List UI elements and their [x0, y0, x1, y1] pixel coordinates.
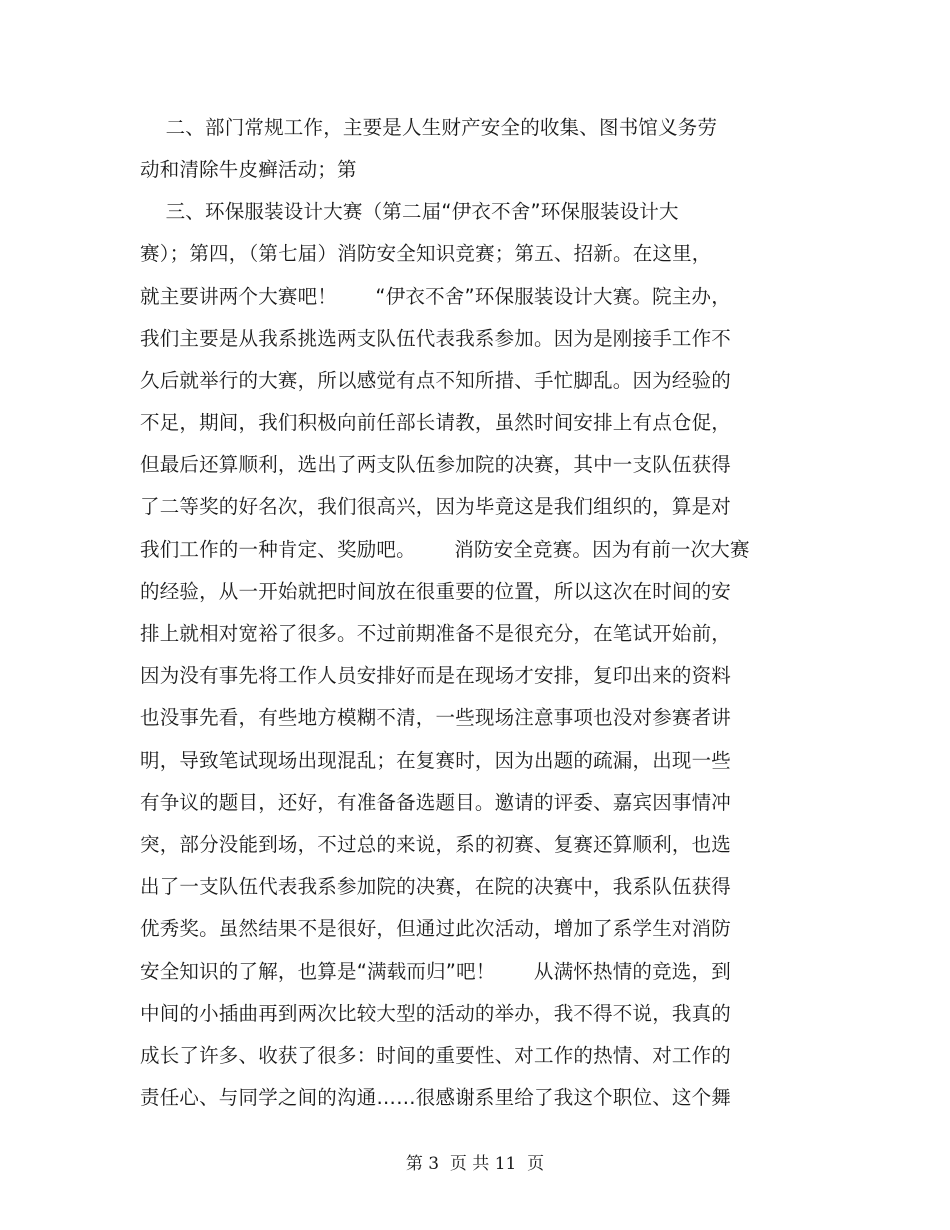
body-line: 二、部门常规工作，主要是人生财产安全的收集、图书馆义务劳 [140, 116, 718, 139]
body-line: 动和清除牛皮癣活动；第 [140, 158, 357, 181]
body-line: 成长了许多、收获了很多：时间的重要性、对工作的热情、对工作的 [140, 1044, 732, 1067]
body-line: 就主要讲两个大赛吧！ “伊衣不舍”环保服装设计大赛。院主办， [140, 285, 731, 308]
body-line: 我们主要是从我系挑选两支队伍代表我系参加。因为是刚接手工作不 [140, 327, 732, 350]
body-line: 也没事先看，有些地方模糊不清，一些现场注意事项也没对参赛者讲 [140, 706, 732, 729]
body-line: 久后就举行的大赛，所以感觉有点不知所措、手忙脚乱。因为经验的 [140, 369, 732, 392]
body-line: 安全知识的了解，也算是“满载而归”吧！ 从满怀热情的竞选，到 [140, 960, 731, 983]
body-line: 不足，期间，我们积极向前任部长请教，虽然时间安排上有点仓促， [140, 411, 732, 434]
body-line: 排上就相对宽裕了很多。不过前期准备不是很充分，在笔试开始前， [140, 622, 732, 645]
body-line: 中间的小插曲再到两次比较大型的活动的举办，我不得不说，我真的 [140, 1002, 732, 1025]
body-line: 了二等奖的好名次，我们很高兴，因为毕竟这是我们组织的，算是对 [140, 495, 732, 518]
page-number-footer: 第 3 页 共 11 页 [405, 1154, 545, 1174]
body-line: 三、环保服装设计大赛（第二届“伊衣不舍”环保服装设计大 [140, 200, 679, 223]
body-line: 责任心、与同学之间的沟通……很感谢系里给了我这个职位、这个舞 [140, 1086, 732, 1109]
body-line: 出了一支队伍代表我系参加院的决赛，在院的决赛中，我系队伍获得 [140, 875, 732, 898]
body-line: 明，导致笔试现场出现混乱；在复赛时，因为出题的疏漏，出现一些 [140, 749, 732, 772]
body-line: 突，部分没能到场，不过总的来说，系的初赛、复赛还算顺利，也选 [140, 833, 732, 856]
body-line: 因为没有事先将工作人员安排好而是在现场才安排，复印出来的资料 [140, 664, 732, 687]
body-line: 我们工作的一种肯定、奖励吧。 消防安全竞赛。因为有前一次大赛 [140, 538, 750, 561]
body-line: 赛）；第四，（第七届）消防安全知识竞赛；第五、招新。在这里， [140, 242, 712, 265]
body-line: 的经验，从一开始就把时间放在很重要的位置，所以这次在时间的安 [140, 580, 732, 603]
body-line: 有争议的题目，还好，有准备备选题目。邀请的评委、嘉宾因事情冲 [140, 791, 732, 814]
body-line: 优秀奖。虽然结果不是很好，但通过此次活动，增加了系学生对消防 [140, 917, 732, 940]
body-line: 但最后还算顺利，选出了两支队伍参加院的决赛，其中一支队伍获得 [140, 453, 732, 476]
